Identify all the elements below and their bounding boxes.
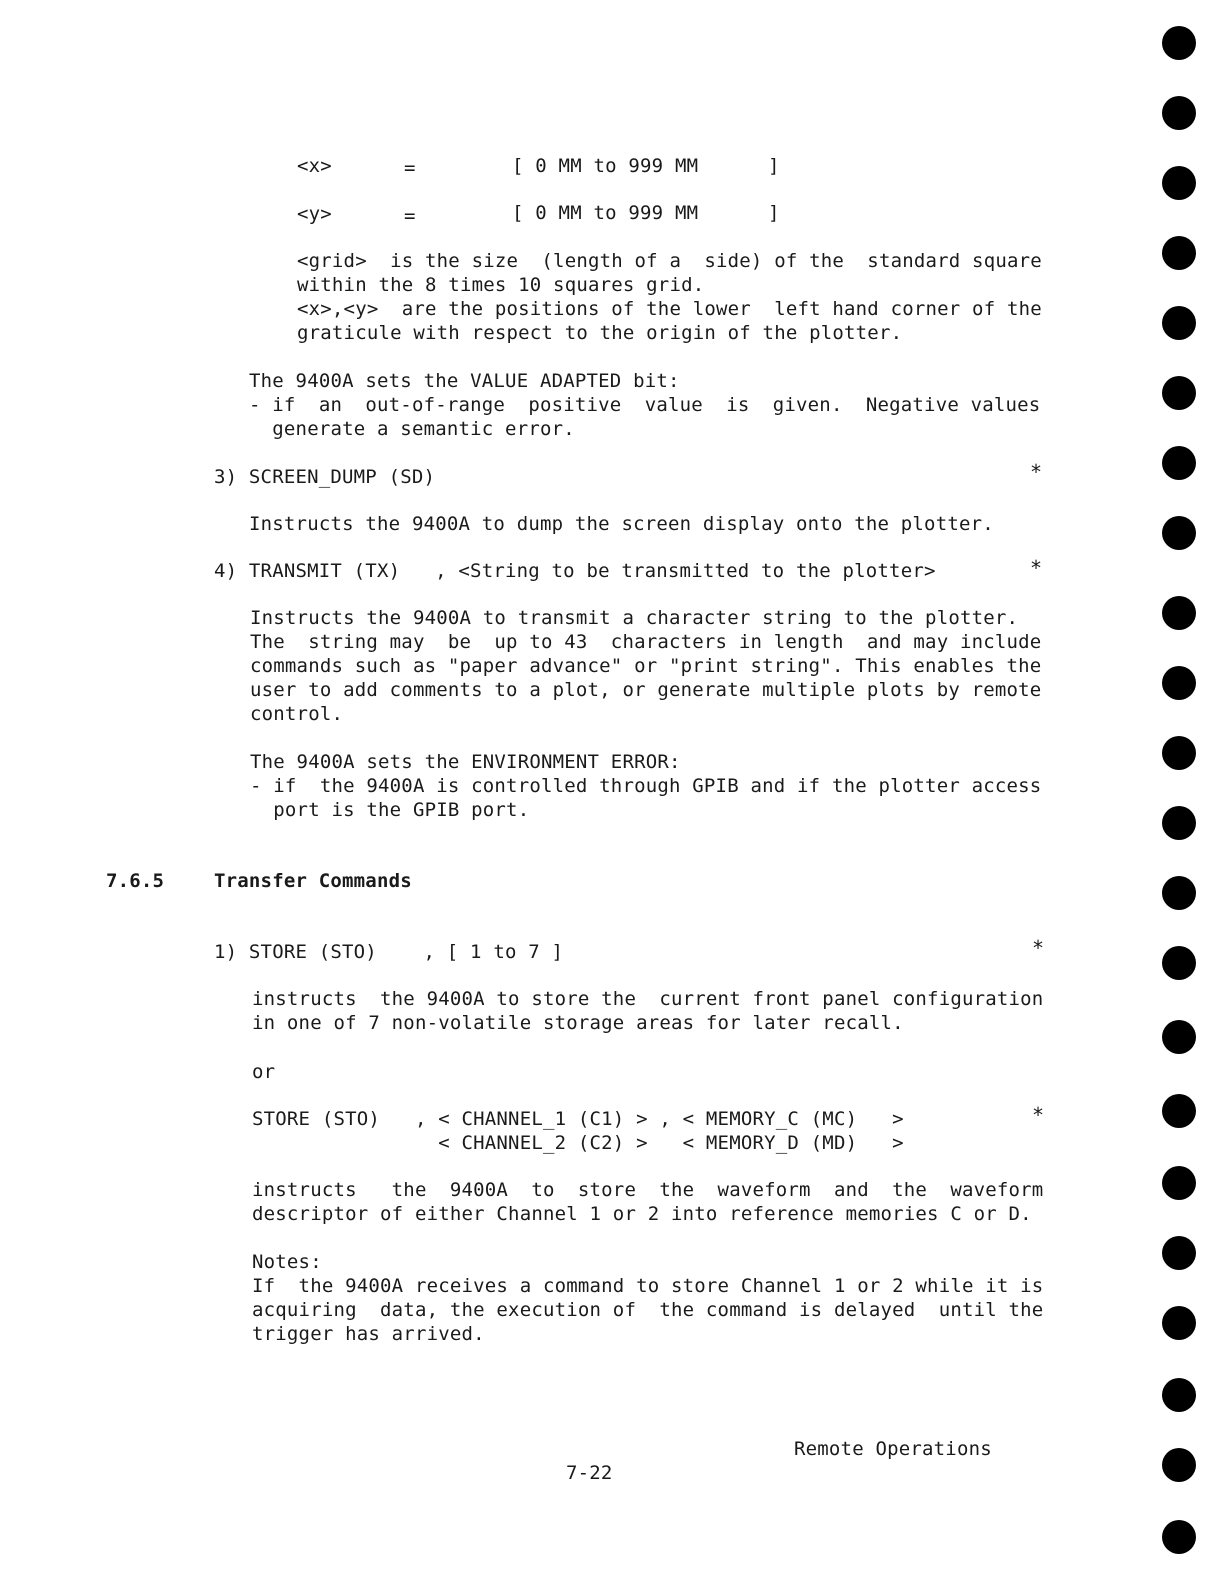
punch-hole-icon: [1162, 1166, 1196, 1200]
punch-hole-icon: [1162, 236, 1196, 270]
grid-description-line: <grid> is the size (length of a side) of the standard square: [297, 250, 1042, 272]
x-param-label: <x>: [297, 155, 332, 177]
screen-dump-description: Instructs the 9400A to dump the screen display onto the plotter.: [249, 513, 994, 535]
punch-hole-icon: [1162, 376, 1196, 410]
y-param-equals: =: [404, 205, 416, 227]
environment-error-line: port is the GPIB port.: [250, 799, 530, 821]
transmit-description-line: commands such as "paper advance" or "print string". This enables the: [250, 655, 1042, 677]
store-waveform-description-line: instructs the 9400A to store the waveform and the waveform: [252, 1179, 1044, 1201]
punch-hole-icon: [1162, 1448, 1196, 1482]
footer-page-number: 7-22: [566, 1462, 613, 1484]
punch-hole-icon: [1162, 96, 1196, 130]
punch-hole-icon: [1162, 876, 1196, 910]
punch-hole-icon: [1162, 806, 1196, 840]
section-number: 7.6.5: [106, 870, 165, 892]
asterisk-marker: *: [1030, 556, 1043, 580]
notes-line: trigger has arrived.: [252, 1323, 485, 1345]
punch-hole-icon: [1162, 166, 1196, 200]
grid-description-line: within the 8 times 10 squares grid.: [297, 274, 705, 296]
transmit-heading: 4) TRANSMIT (TX) , <String to be transmitted to the plotter>: [214, 560, 936, 582]
punch-hole-icon: [1162, 516, 1196, 550]
transmit-description-line: The string may be up to 43 characters in length and may include: [250, 631, 1042, 653]
store-syntax-line: STORE (STO) , < CHANNEL_1 (C1) > , < MEMORY_C (MC) >: [252, 1108, 904, 1130]
notes-line: If the 9400A receives a command to store Channel 1 or 2 while it is: [252, 1275, 1044, 1297]
value-adapted-line: - if an out-of-range positive value is given. Negative values: [249, 394, 1041, 416]
punch-hole-icon: [1162, 1236, 1196, 1270]
punch-hole-icon: [1162, 1520, 1196, 1554]
punch-hole-icon: [1162, 26, 1196, 60]
section-title: Transfer Commands: [214, 870, 412, 892]
punch-hole-icon: [1162, 1020, 1196, 1054]
punch-hole-icon: [1162, 306, 1196, 340]
store-description-line: instructs the 9400A to store the current front panel configuration: [252, 988, 1044, 1010]
binder-holes: [1162, 0, 1196, 1574]
xy-description-line: <x>,<y> are the positions of the lower left hand corner of the: [297, 298, 1042, 320]
punch-hole-icon: [1162, 446, 1196, 480]
xy-description-line: graticule with respect to the origin of the plotter.: [297, 322, 903, 344]
punch-hole-icon: [1162, 666, 1196, 700]
value-adapted-line: generate a semantic error.: [249, 418, 575, 440]
transmit-description-line: Instructs the 9400A to transmit a character string to the plotter.: [250, 607, 1019, 629]
or-label: or: [252, 1061, 276, 1083]
notes-line: acquiring data, the execution of the command is delayed until the: [252, 1299, 1044, 1321]
store-waveform-description-line: descriptor of either Channel 1 or 2 into reference memories C or D.: [252, 1203, 1032, 1225]
punch-hole-icon: [1162, 946, 1196, 980]
punch-hole-icon: [1162, 596, 1196, 630]
notes-line: Notes:: [252, 1251, 322, 1273]
store-heading: 1) STORE (STO) , [ 1 to 7 ]: [214, 941, 564, 963]
environment-error-line: The 9400A sets the ENVIRONMENT ERROR:: [250, 751, 681, 773]
asterisk-marker: *: [1030, 460, 1043, 484]
footer-chapter: Remote Operations: [794, 1438, 992, 1460]
y-param-range: [ 0 MM to 999 MM ]: [512, 202, 780, 224]
store-syntax-line: < CHANNEL_2 (C2) > < MEMORY_D (MD) >: [252, 1132, 904, 1154]
x-param-range: [ 0 MM to 999 MM ]: [512, 155, 780, 177]
transmit-description-line: control.: [250, 703, 344, 725]
y-param-label: <y>: [297, 203, 332, 225]
environment-error-line: - if the 9400A is controlled through GPIB and if the plotter access: [250, 775, 1042, 797]
transmit-description-line: user to add comments to a plot, or generate multiple plots by remote: [250, 679, 1042, 701]
screen-dump-heading: 3) SCREEN_DUMP (SD): [214, 466, 436, 488]
x-param-equals: =: [404, 157, 416, 179]
value-adapted-line: The 9400A sets the VALUE ADAPTED bit:: [249, 370, 680, 392]
punch-hole-icon: [1162, 736, 1196, 770]
punch-hole-icon: [1162, 1306, 1196, 1340]
punch-hole-icon: [1162, 1378, 1196, 1412]
punch-hole-icon: [1162, 1094, 1196, 1128]
store-description-line: in one of 7 non-volatile storage areas for later recall.: [252, 1012, 904, 1034]
asterisk-marker: *: [1032, 936, 1045, 960]
asterisk-marker: *: [1032, 1103, 1045, 1127]
